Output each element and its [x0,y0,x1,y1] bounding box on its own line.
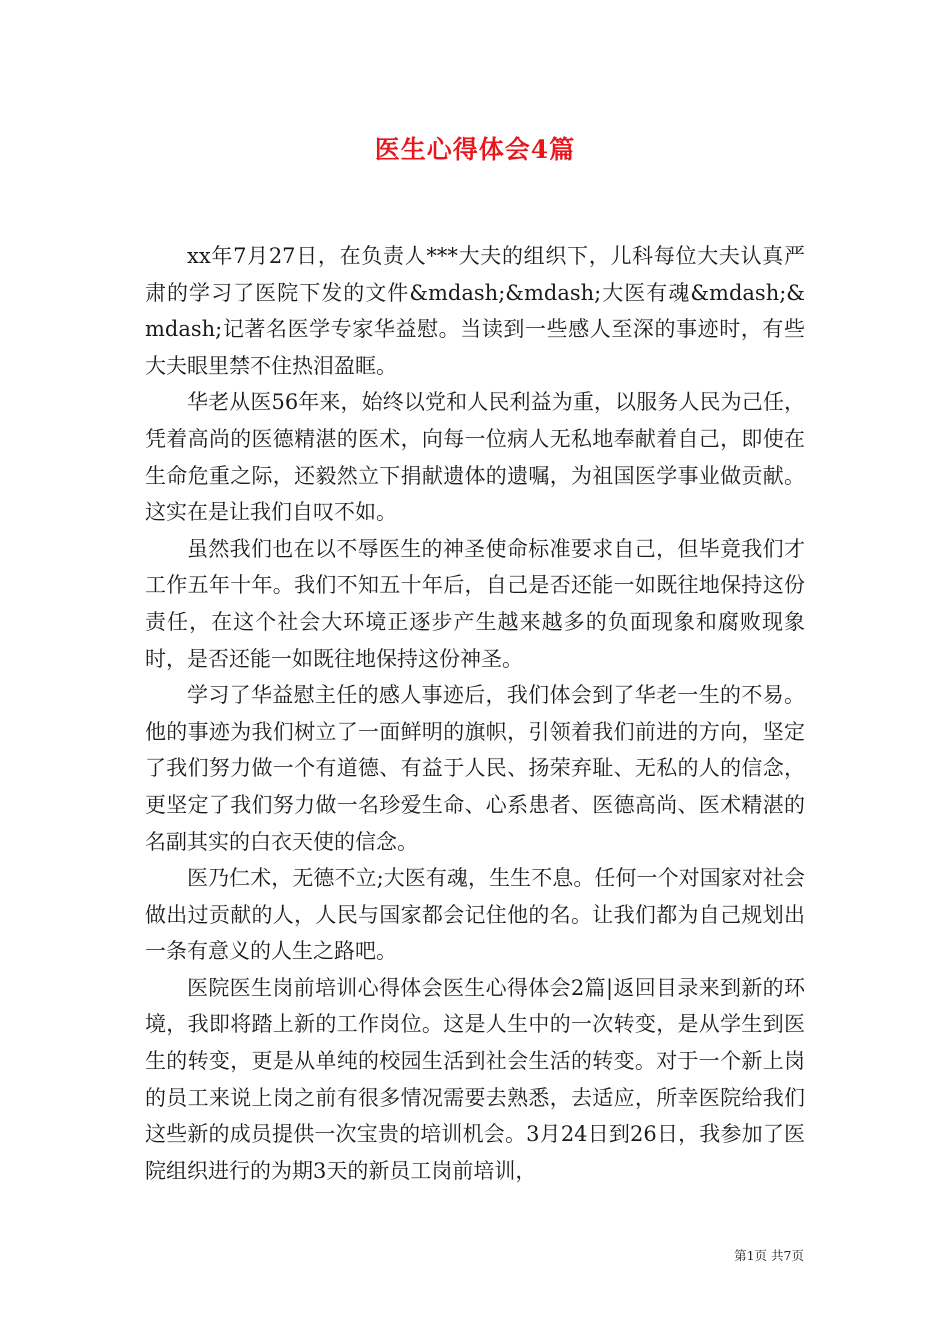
paragraph: 医乃仁术，无德不立;大医有魂，生生不息。任何一个对国家对社会做出过贡献的人，人民与国家都会记住他的名。让我们都为自己规划出一条有意义的人生之路吧。 [145,866,805,964]
paragraph: xx年7月27日，在负责人***大夫的组织下，儿科每位大夫认真严肃的学习了医院下发的文件&mdash;&mdash;大医有魂&mdash;&mdash;记著名医学专家华益慰。当读到一些感人至深的事迹时，有些大夫眼里禁不住热泪盈眶。 [145,244,805,378]
paragraph: 虽然我们也在以不辱医生的神圣使命标准要求自己，但毕竟我们才工作五年十年。我们不知五十年后，自己是否还能一如既往地保持这份责任，在这个社会大环境正逐步产生越来越多的负面现象和腐败现象时，是否还能一如既往地保持这份神圣。 [145,536,805,671]
document-body [145,238,805,1189]
document-title: 医生心得体会4篇 [374,135,576,164]
paragraph: 学习了华益慰主任的感人事迹后，我们体会到了华老一生的不易。他的事迹为我们树立了一面鲜明的旗帜，引领着我们前进的方向，坚定了我们努力做一个有道德、有益于人民、扬荣弃耻、无私的人的信念，更坚定了我们努力做一名珍爱生命、心系患者、医德高尚、医术精湛的名副其实的白衣天使的信念。 [145,683,805,854]
page-number-footer: 第1页 共7页 [734,1248,804,1263]
paragraph: 华老从医56年来，始终以党和人民利益为重，以服务人民为己任，凭着高尚的医德精湛的医术，向每一位病人无私地奉献着自己，即使在生命危重之际，还毅然立下捐献遗体的遗嘱，为祖国医学事业做贡献。这实在是让我们自叹不如。 [145,390,805,525]
paragraph: 医院医生岗前培训心得体会医生心得体会2篇|返回目录来到新的环境，我即将踏上新的工作岗位。这是人生中的一次转变，是从学生到医生的转变，更是从单纯的校园生活到社会生活的转变。对于一个新上岗的员工来说上岗之前有很多情况需要去熟悉，去适应，所幸医院给我们这些新的成员提供一次宝贵的培训机会。3月24日到26日，我参加了医院组织进行的为期3天的新员工岗前培训， [145,975,805,1183]
